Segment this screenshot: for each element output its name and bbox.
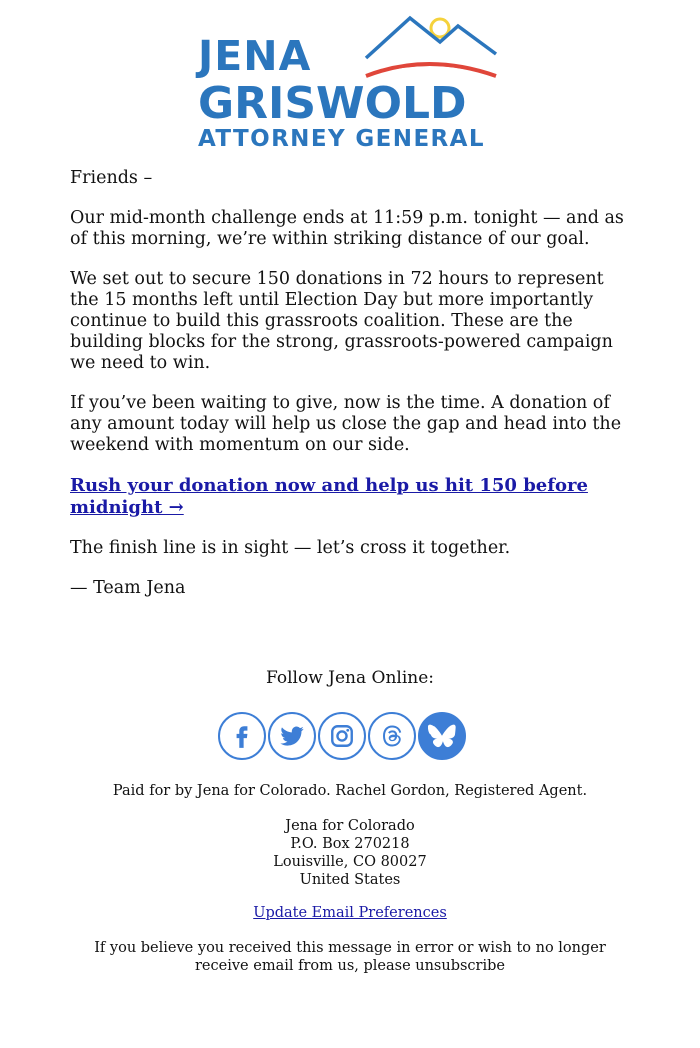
address-po-box: P.O. Box 270218 (290, 836, 410, 852)
body-paragraph: If you’ve been waiting to give, now is the time. A donation of any amount today will help us close the gap and head into the weekend with momentum on our side. (70, 393, 622, 455)
instagram-icon[interactable] (318, 712, 366, 760)
unsubscribe-text[interactable]: If you believe you received this message in error or wish to no longer receive email from us, please unsubscribe (94, 940, 606, 974)
paid-for-disclaimer: Paid for by Jena for Colorado. Rachel Gordon, Registered Agent. (112, 783, 588, 799)
body-paragraph: Our mid-month challenge ends at 11:59 p.m. tonight — and as of this morning, we’re within striking distance of our goal. (70, 208, 624, 249)
twitter-icon[interactable] (268, 712, 316, 760)
body-paragraph: We set out to secure 150 donations in 72 hours to represent the 15 months left until Election Day but more importantly continue to build this grassroots coalition. These are the building blocks for the strong, grassroots-powered campaign we need to win. (70, 269, 613, 373)
mailing-address (0, 817, 700, 889)
social-links (218, 712, 483, 764)
greeting: Friends – (70, 168, 153, 188)
logo-office: ATTORNEY GENERAL (198, 126, 485, 152)
logo-last-name: GRISWOLD (198, 78, 467, 129)
email-body (70, 168, 628, 618)
address-org: Jena for Colorado (285, 818, 415, 834)
donate-link[interactable]: Rush your donation now and help us hit 150 before midnight → (70, 475, 588, 518)
threads-icon[interactable] (368, 712, 416, 760)
closing-line: The finish line is in sight — let’s cross it together. (70, 538, 511, 558)
bluesky-icon[interactable] (418, 712, 466, 760)
signature: — Team Jena (70, 578, 186, 598)
update-preferences-link[interactable]: Update Email Preferences (253, 905, 447, 921)
follow-label: Follow Jena Online: (265, 668, 435, 688)
logo-first-name: JENA (198, 32, 312, 80)
cta-paragraph (70, 475, 628, 519)
facebook-icon[interactable] (218, 712, 266, 760)
campaign-logo (198, 14, 508, 154)
preferences-row (0, 905, 700, 921)
address-city: Louisville, CO 80027 (273, 854, 427, 870)
address-country: United States (299, 872, 401, 888)
